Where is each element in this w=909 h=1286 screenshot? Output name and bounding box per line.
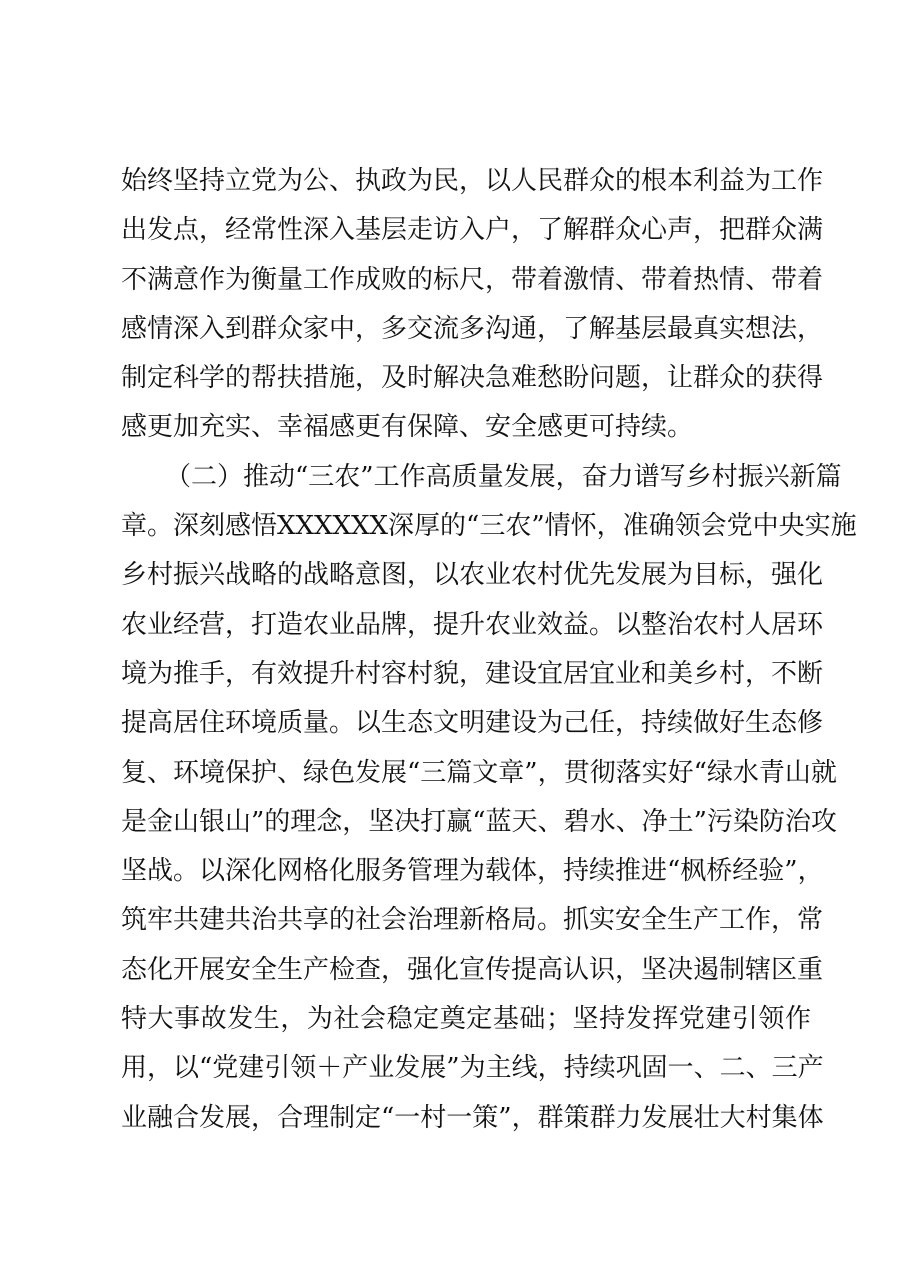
text-line: 是金山银山”的理念，坚决打赢“蓝天、碧水、净土”污染防治攻 [121, 806, 837, 837]
text-line: 农业经营，打造农业品牌，提升农业效益。以整治农村人居环 [121, 609, 824, 640]
text-line: 出发点，经常性深入基层走访入户，了解群众心声，把群众满 [121, 215, 824, 246]
text-line: 不满意作为衡量工作成败的标尺，带着激情、带着热情、带着 [121, 264, 824, 295]
text-line: 感情深入到群众家中，多交流多沟通，了解基层最真实想法， [121, 313, 824, 344]
text-line: 用，以“党建引领＋产业发展”为主线，持续巩固一、二、三产 [121, 1053, 824, 1084]
text-line: 章。深刻感悟XXXXXX深厚的“三农”情怀，准确领会党中央实施 [121, 511, 857, 542]
text-line: 复、环境保护、绿色发展“三篇文章”，贯彻落实好“绿水青山就 [121, 757, 837, 788]
text-line: 筑牢共建共治共享的社会治理新格局。抓实安全生产工作，常 [121, 905, 824, 936]
text-line: 提高居住环境质量。以生态文明建设为己任，持续做好生态修 [121, 708, 824, 739]
text-line: 制定科学的帮扶措施，及时解决急难愁盼问题，让群众的获得 [121, 363, 824, 394]
text-line: 始终坚持立党为公、执政为民，以人民群众的根本利益为工作 [121, 166, 824, 196]
text-line: 境为推手，有效提升村容村貌，建设宜居宜业和美乡村，不断 [121, 658, 824, 689]
text-line: 特大事故发生，为社会稳定奠定基础；坚持发挥党建引领作 [121, 1004, 811, 1035]
body-text [121, 157, 857, 1143]
text-line: 业融合发展，合理制定“一村一策”，群策群力发展壮大村集体 [121, 1102, 824, 1133]
section-heading-line: （二）推动“三农”工作高质量发展，奋力谱写乡村振兴新篇 [165, 461, 842, 492]
text-line: 感更加充实、幸福感更有保障、安全感更可持续。 [121, 412, 694, 443]
text-line: 坚战。以深化网格化服务管理为载体，持续推进“枫桥经验”， [121, 856, 824, 887]
text-line: 乡村振兴战略的战略意图，以农业农村优先发展为目标，强化 [121, 560, 824, 591]
text-line: 态化开展安全生产检查，强化宣传提高认识，坚决遏制辖区重 [121, 954, 824, 985]
